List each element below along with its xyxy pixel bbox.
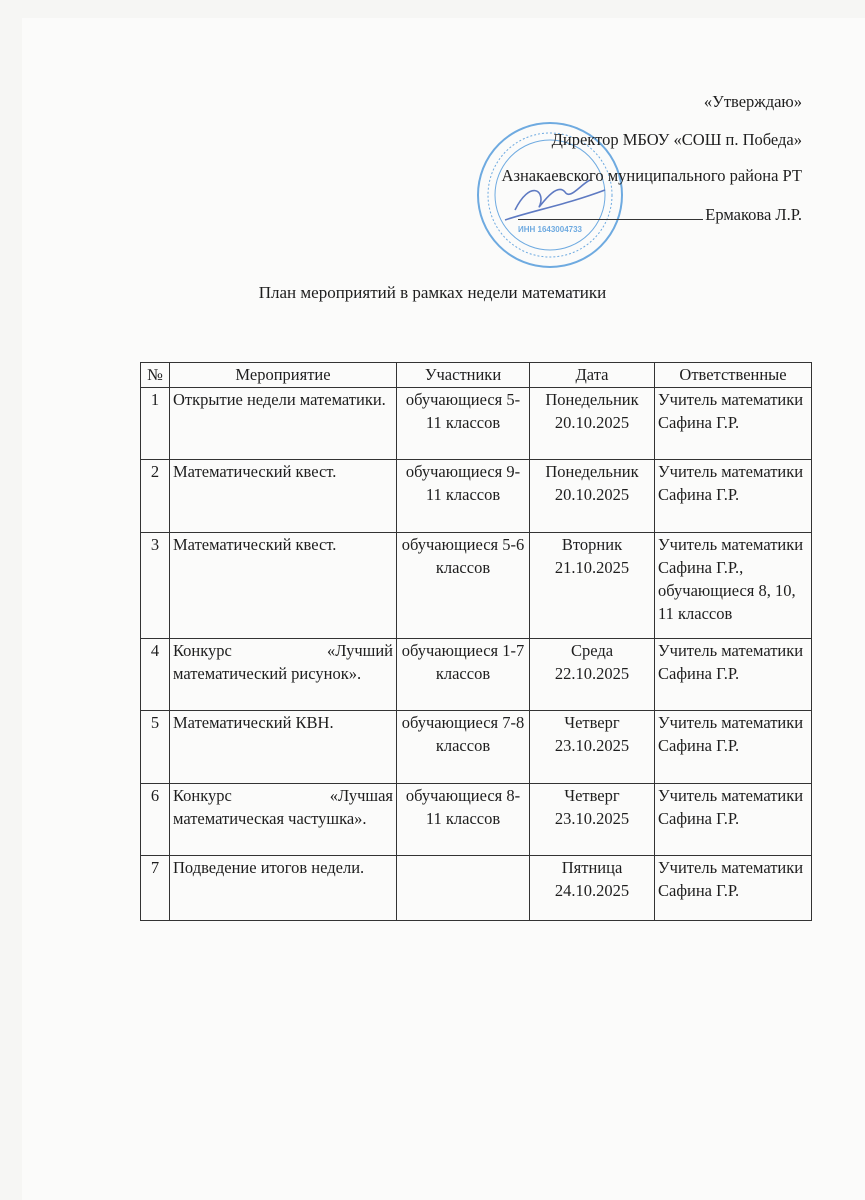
approver-signature [518, 205, 802, 225]
responsible-cell: Учитель математики Сафина Г.Р. [655, 639, 812, 711]
day-of-week: Четверг [564, 713, 620, 732]
table-row [141, 784, 812, 856]
participants-cell: обучающиеся 5-6 классов [397, 533, 530, 639]
row-number: 7 [141, 856, 170, 921]
date-cell [530, 388, 655, 460]
document-title: План мероприятий в рамках недели математики [258, 283, 607, 302]
table-row [141, 856, 812, 921]
header-responsible: Ответственные [655, 363, 812, 388]
day-of-week: Понедельник [545, 462, 639, 481]
event-cell: Математический КВН. [170, 711, 397, 784]
table-row [141, 533, 812, 639]
event-cell: Подведение итогов недели. [170, 856, 397, 921]
date-value: 24.10.2025 [554, 881, 630, 900]
event-cell: Математический квест. [170, 460, 397, 533]
approver-name: Ермакова Л.Р. [705, 205, 802, 224]
day-of-week: Пятница [561, 858, 623, 877]
table-row [141, 388, 812, 460]
day-of-week: Четверг [564, 786, 620, 805]
participants-cell: обучающиеся 8-11 классов [397, 784, 530, 856]
header-participants: Участники [397, 363, 530, 388]
participants-cell: обучающиеся 9-11 классов [397, 460, 530, 533]
date-cell [530, 639, 655, 711]
participants-cell [397, 856, 530, 921]
event-cell: Открытие недели математики. [170, 388, 397, 460]
signature-line [518, 219, 703, 220]
date-cell [530, 533, 655, 639]
responsible-cell: Учитель математики Сафина Г.Р. [655, 388, 812, 460]
row-number: 1 [141, 388, 170, 460]
date-cell [530, 784, 655, 856]
responsible-cell: Учитель математики Сафина Г.Р. [655, 784, 812, 856]
row-number: 4 [141, 639, 170, 711]
svg-text:ИНН 1643004733: ИНН 1643004733 [517, 225, 583, 234]
date-value: 23.10.2025 [554, 809, 630, 828]
table-header-row [141, 363, 812, 388]
header-number: № [141, 363, 170, 388]
day-of-week: Среда [570, 641, 614, 660]
date-cell [530, 711, 655, 784]
date-value: 20.10.2025 [554, 413, 630, 432]
date-cell [530, 460, 655, 533]
table-row [141, 460, 812, 533]
responsible-cell: Учитель математики Сафина Г.Р. [655, 856, 812, 921]
responsible-cell: Учитель математики Сафина Г.Р., обучающиеся 8, 10, 11 классов [655, 533, 812, 639]
table-row [141, 639, 812, 711]
participants-cell: обучающиеся 5-11 классов [397, 388, 530, 460]
approver-district: Азнакаевского муниципального района РТ [501, 166, 802, 185]
date-cell [530, 856, 655, 921]
header-date: Дата [530, 363, 655, 388]
events-table [140, 362, 812, 921]
date-value: 20.10.2025 [554, 485, 630, 504]
date-value: 23.10.2025 [554, 736, 630, 755]
date-value: 22.10.2025 [554, 664, 630, 683]
approval-heading: «Утверждаю» [703, 92, 802, 111]
row-number: 3 [141, 533, 170, 639]
responsible-cell: Учитель математики Сафина Г.Р. [655, 711, 812, 784]
date-value: 21.10.2025 [554, 558, 630, 577]
row-number: 2 [141, 460, 170, 533]
event-cell: Математический квест. [170, 533, 397, 639]
day-of-week: Понедельник [545, 390, 639, 409]
day-of-week: Вторник [561, 535, 623, 554]
event-cell: Конкурс «Лучший математический рисунок». [170, 639, 397, 711]
row-number: 5 [141, 711, 170, 784]
participants-cell: обучающиеся 7-8 классов [397, 711, 530, 784]
approver-position: Директор МБОУ «СОШ п. Победа» [551, 130, 802, 149]
participants-cell: обучающиеся 1-7 классов [397, 639, 530, 711]
event-cell: Конкурс «Лучшая математическая частушка». [170, 784, 397, 856]
table-row [141, 711, 812, 784]
row-number: 6 [141, 784, 170, 856]
header-event: Мероприятие [170, 363, 397, 388]
responsible-cell: Учитель математики Сафина Г.Р. [655, 460, 812, 533]
